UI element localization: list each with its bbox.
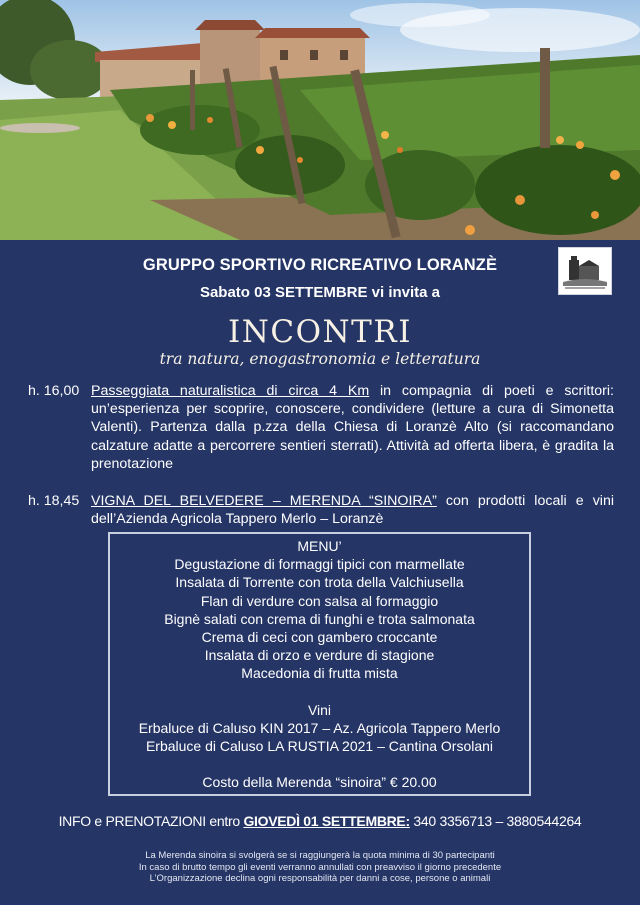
event-description — [91, 382, 614, 473]
event-time: h. 16,00 — [28, 383, 80, 399]
menu-item: Insalata di orzo e verdure di stagione — [204, 647, 435, 664]
info-prefix: INFO e PRENOTAZIONI entro — [58, 813, 244, 829]
fine-print-line: In caso di brutto tempo gli eventi verranno annullati con preavviso il giorno precedente — [138, 861, 502, 873]
menu-item: Bignè salati con crema di funghi e trota salmonata — [164, 610, 475, 627]
event-text: con prodotti locali e vini dell’Azienda Agricola Tappero Merlo – Loranzè — [91, 493, 615, 528]
menu-item: Flan di verdure con salsa al formaggio — [200, 592, 439, 609]
event-merenda — [28, 492, 614, 528]
wine-item: Erbaluce di Caluso LA RUSTIA 2021 – Cantina Orsolani — [145, 738, 494, 755]
wines-heading: Vini — [307, 701, 332, 718]
wine-item: Erbaluce di Caluso KIN 2017 – Az. Agricola Tappero Merlo — [138, 719, 501, 736]
vineyard-photo — [0, 0, 640, 240]
info-line — [0, 813, 640, 829]
booking-deadline: GIOVEDÌ 01 SETTEMBRE: — [243, 813, 410, 829]
event-time: h. 18,45 — [28, 493, 80, 509]
organization-name: GRUPPO SPORTIVO RICREATIVO LORANZÈ — [142, 256, 498, 274]
menu-heading: MENU’ — [297, 538, 342, 554]
event-walk — [28, 382, 614, 473]
menu-cost: Costo della Merenda “sinoira” € 20.00 — [202, 774, 437, 791]
event-date: Sabato 03 SETTEMBRE vi invita a — [199, 284, 441, 301]
fine-print-line: La Merenda sinoira si svolgerà se si raggiungerà la quota minima di 30 partecipanti — [145, 850, 495, 861]
event-description — [91, 492, 614, 528]
menu-item: Degustazione di formaggi tipici con marmellate — [174, 556, 465, 573]
menu-item: Macedonia di frutta mista — [241, 665, 398, 682]
menu-item: Crema di ceci con gambero croccante — [201, 629, 438, 646]
page-subtitle: tra natura, enogastronomia e letteratura — [159, 350, 481, 368]
menu-box — [108, 532, 531, 796]
event-text: in compagnia di poeti e scrittori: un’esperienza per scoprire, conoscere, condividere (letture a cura di Simonetta Valenti). Partenza dalla p.zza della Chiesa di Loranzè Alto (si raccomandano calzature adatte a percorrere sentieri sterrati). Attività ad offerta libera, è gradita la prenotazione — [91, 383, 614, 472]
menu-item: Insalata di Torrente con trota della Valchiusella — [175, 574, 464, 591]
fine-print-line: L’Organizzazione declina ogni responsabilità per danni a cose, persone o animali — [149, 873, 491, 884]
page-title: INCONTRI — [228, 314, 412, 350]
event-highlight: VIGNA DEL BELVEDERE – MERENDA “SINOIRA” — [91, 493, 437, 509]
event-highlight: Passeggiata naturalistica di circa 4 Km — [91, 383, 370, 399]
fine-print — [0, 850, 640, 885]
phone-numbers: 340 3356713 – 3880544264 — [409, 813, 582, 829]
